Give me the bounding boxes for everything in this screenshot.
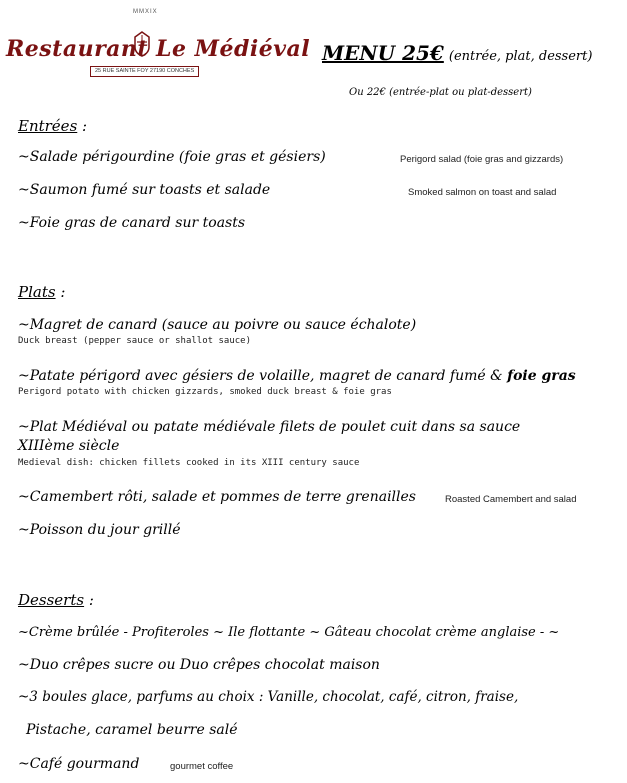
plat-translation: Duck breast (pepper sauce or shallot sauce) — [18, 336, 251, 346]
dessert-translation: gourmet coffee — [170, 761, 234, 772]
desserts-heading-label: Desserts — [18, 591, 85, 609]
plat-item: ~Plat Médiéval ou patate médiévale filets de poulet cuit dans sa sauce — [18, 419, 521, 435]
plats-heading-label: Plats — [18, 283, 56, 301]
entree-translation: Perigord salad (foie gras and gizzards) — [400, 154, 564, 165]
plat-item-bold: foie gras — [507, 368, 576, 384]
dessert-item: Pistache, caramel beurre salé — [26, 722, 238, 738]
logo-address: 25 RUE SAINTE FOY 27190 CONCHES — [90, 66, 199, 77]
logo-name-left: Restaurant — [6, 36, 149, 62]
menu-title: MENU 25€ — [322, 41, 444, 65]
entree-translation: Smoked salmon on toast and salad — [408, 187, 557, 198]
plat-translation: Perigord potato with chicken gizzards, smoked duck breast & foie gras — [18, 387, 392, 397]
menu-header — [322, 41, 592, 65]
plat-item — [18, 368, 576, 384]
plats-heading: Plats : — [18, 283, 66, 301]
dessert-item: ~3 boules glace, parfums au choix : Vanille, chocolat, café, citron, fraise, — [18, 689, 519, 705]
plat-item-line2: XIIIème siècle — [18, 438, 120, 454]
entree-item: ~Salade périgourdine (foie gras et gésiers) — [18, 149, 326, 165]
plat-item: ~Magret de canard (sauce au poivre ou sauce échalote) — [18, 317, 417, 333]
dessert-item: ~Crème brûlée - Profiteroles ~ Ile flottante ~ Gâteau chocolat crème anglaise - ~ — [18, 625, 560, 640]
logo-name-right: Le Médiéval — [156, 36, 311, 62]
dessert-item: ~Duo crêpes sucre ou Duo crêpes chocolat maison — [18, 657, 380, 673]
plat-item: ~Poisson du jour grillé — [18, 522, 181, 538]
desserts-heading: Desserts : — [18, 591, 94, 609]
entrees-heading-label: Entrées — [18, 117, 78, 135]
plat-item-text: ~Patate périgord avec gésiers de volaille, magret de canard fumé & — [18, 368, 508, 384]
entree-item: ~Saumon fumé sur toasts et salade — [18, 182, 271, 198]
logo-year: MMXIX — [133, 9, 158, 15]
plat-item: ~Camembert rôti, salade et pommes de terre grenailles — [18, 489, 416, 505]
knight-helmet-icon — [131, 31, 153, 57]
plat-translation: Roasted Camembert and salad — [445, 494, 577, 505]
entree-item: ~Foie gras de canard sur toasts — [18, 215, 246, 231]
entrees-heading: Entrées : — [18, 117, 88, 135]
menu-subtitle: (entrée, plat, dessert) — [448, 49, 593, 64]
alt-price: Ou 22€ (entrée-plat ou plat-dessert) — [349, 87, 532, 98]
plat-translation: Medieval dish: chicken fillets cooked in its XIII century sauce — [18, 458, 360, 468]
dessert-item: ~Café gourmand — [18, 756, 140, 772]
